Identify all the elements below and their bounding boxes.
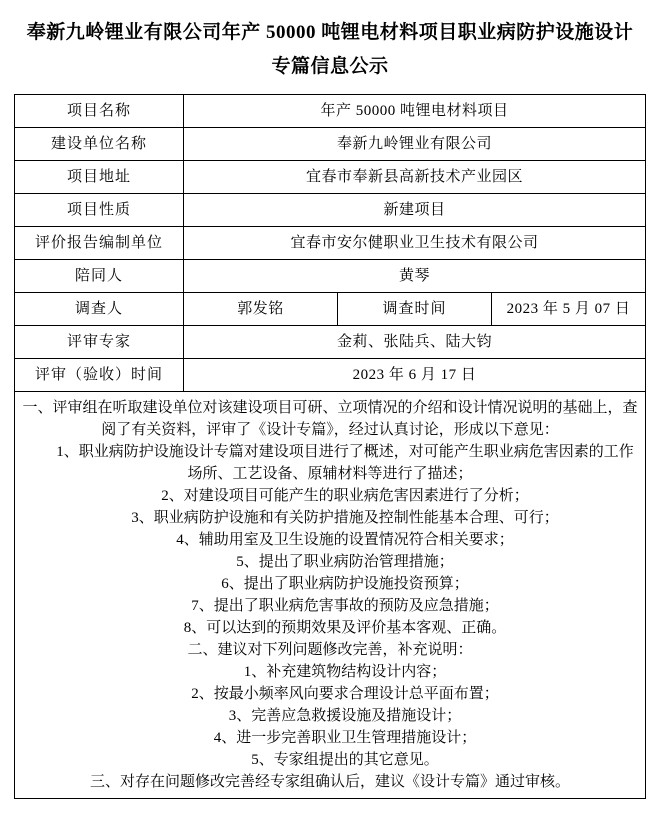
table-row <box>15 326 646 359</box>
row-value-project-nature: 新建项目 <box>184 194 646 227</box>
row-label-review-time: 评审（验收）时间 <box>15 359 184 392</box>
row-value-project-name: 年产 50000 吨锂电材料项目 <box>184 95 646 128</box>
row-label-survey-time: 调查时间 <box>338 293 492 326</box>
conclusion-section3: 三、对存在问题修改完善经专家组确认后，建议《设计专篇》通过审核。 <box>89 774 570 790</box>
table-row <box>15 95 646 128</box>
conclusion-item: 3、完善应急救援设施及措施设计； <box>228 708 462 724</box>
row-value-review-experts: 金莉、张陆兵、陆大钧 <box>184 326 646 359</box>
table-row <box>15 227 646 260</box>
row-value-construction-unit: 奉新九岭锂业有限公司 <box>184 128 646 161</box>
row-label-construction-unit: 建设单位名称 <box>15 128 184 161</box>
row-label-project-name: 项目名称 <box>15 95 184 128</box>
conclusion-item: 7、提出了职业病危害事故的预防及应急措施； <box>191 598 499 614</box>
table-row <box>15 161 646 194</box>
row-label-investigator: 调查人 <box>15 293 184 326</box>
row-label-project-nature: 项目性质 <box>15 194 184 227</box>
table-row <box>15 359 646 392</box>
row-label-review-experts: 评审专家 <box>15 326 184 359</box>
conclusion-item: 3、职业病防护设施和有关防护措施及控制性能基本合理、可行； <box>131 510 559 526</box>
table-row-conclusion <box>15 392 646 799</box>
row-label-report-unit: 评价报告编制单位 <box>15 227 184 260</box>
row-value-accompanying-person: 黄琴 <box>184 260 646 293</box>
info-table <box>14 94 646 799</box>
table-row <box>15 128 646 161</box>
table-row <box>15 194 646 227</box>
page-title: 奉新九岭锂业有限公司年产 50000 吨锂电材料项目职业病防护设施设计专篇信息公示 <box>26 22 634 77</box>
conclusion-cell <box>15 392 646 799</box>
row-value-project-address: 宜春市奉新县高新技术产业园区 <box>184 161 646 194</box>
table-row <box>15 260 646 293</box>
row-value-survey-time: 2023 年 5 月 07 日 <box>492 293 646 326</box>
conclusion-item: 4、进一步完善职业卫生管理措施设计； <box>213 730 477 746</box>
row-value-report-unit: 宜春市安尔健职业卫生技术有限公司 <box>184 227 646 260</box>
conclusion-item: 6、提出了职业病防护设施投资预算； <box>221 576 469 592</box>
table-row <box>15 293 646 326</box>
conclusion-item: 1、补充建筑物结构设计内容； <box>243 664 447 680</box>
conclusion-item: 2、按最小频率风向要求合理设计总平面布置； <box>191 686 499 702</box>
conclusion-section1-intro: 一、评审组在听取建设单位对该建设项目可研、立项情况的介绍和设计情况说明的基础上，查阅了有关资料，评审了《设计专篇》，经过认真讨论，形成以下意见： <box>22 400 638 438</box>
conclusion-item: 5、专家组提出的其它意见。 <box>251 752 439 768</box>
conclusion-item: 2、对建设项目可能产生的职业病危害因素进行了分析； <box>161 488 529 504</box>
conclusion-item: 5、提出了职业病防治管理措施； <box>236 554 454 570</box>
row-value-investigator: 郭发铭 <box>184 293 338 326</box>
conclusion-item: 8、可以达到的预期效果及评价基本客观、正确。 <box>183 620 507 636</box>
row-label-project-address: 项目地址 <box>15 161 184 194</box>
row-value-review-time: 2023 年 6 月 17 日 <box>184 359 646 392</box>
conclusion-section2-intro: 二、建议对下列问题修改完善，补充说明： <box>187 642 473 658</box>
conclusion-item: 1、职业病防护设施设计专篇对建设项目进行了概述，对可能产生职业病危害因素的工作场所、工艺设备、原辅材料等进行了描述； <box>56 444 634 482</box>
conclusion-item: 4、辅助用室及卫生设施的设置情况符合相关要求； <box>176 532 514 548</box>
row-label-accompanying-person: 陪同人 <box>15 260 184 293</box>
